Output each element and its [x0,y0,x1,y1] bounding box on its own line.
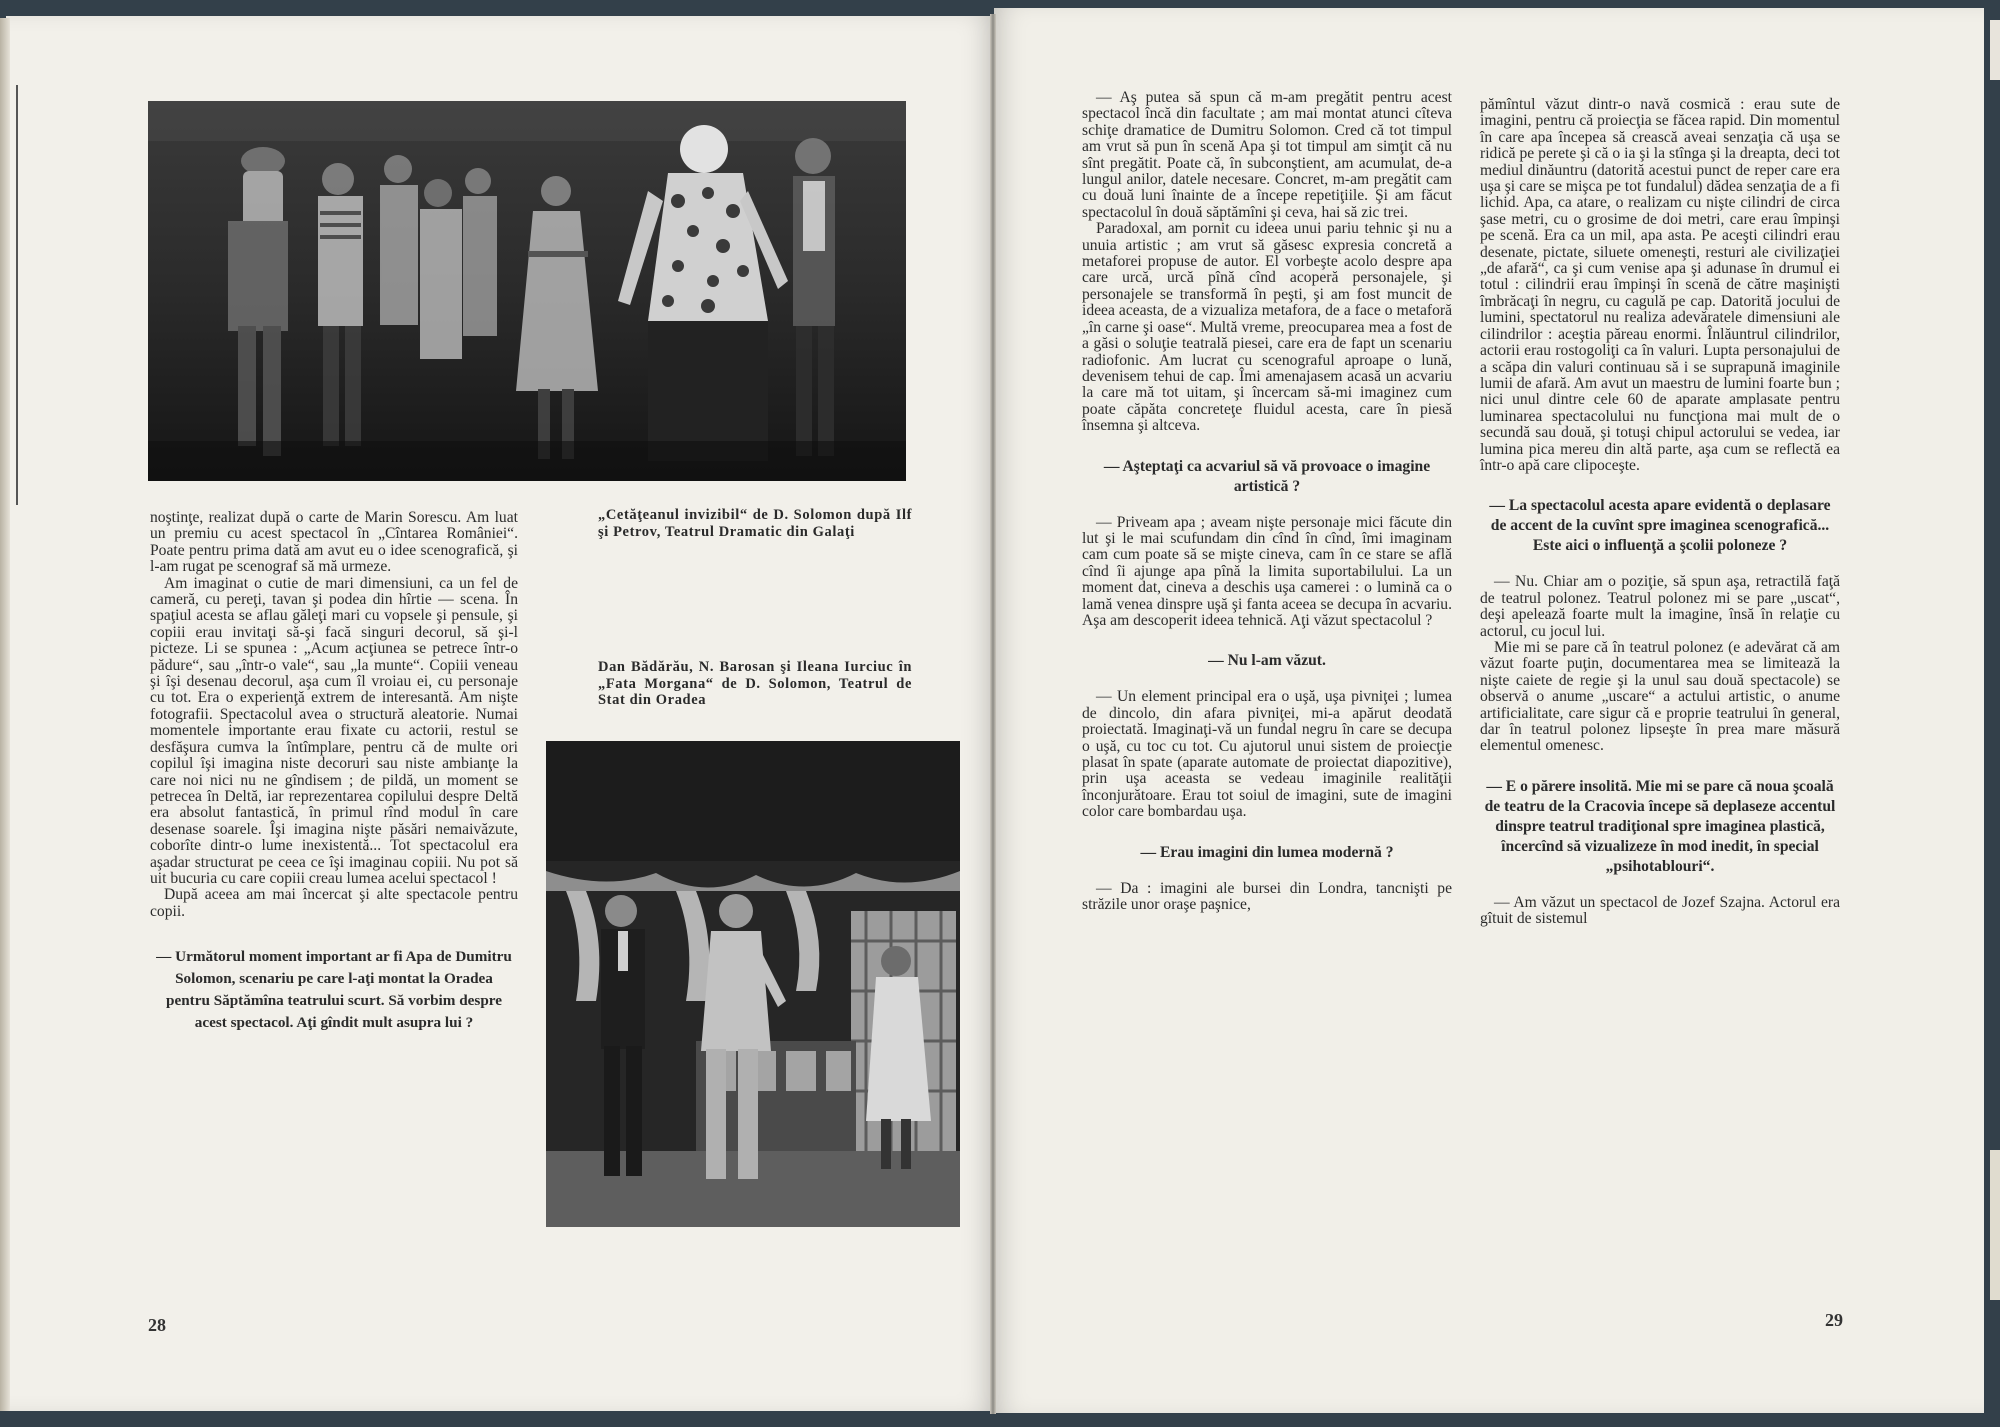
body-paragraph: Paradoxal, am pornit cu ideea unui pariu tehnic şi nu a unuia artistic ; am vrut să găsesc expresia concretă a metaforei propuse de autor. El vorbeşte acolo despre apa care urcă, urcă pînă cînd acoperă personajele, şi personajele se transformă în peşti, şi am fost muncit de ideea aceasta, de a vizualiza metafora, de a face o metaforă „în carne şi oase“. Multă vreme, preocuparea mea a fost de a găsi o soluţie teatrală piesei, care era de fapt un scenariu radiofonic. Am lucrat cu scenograful aproape o lună, devenisem tehui de cap. Îmi amenajasem acasă un acvariu la care mă tot uitam, şi încercam să-mi imaginez cum poate căpăta concreteţe fluidul acesta, care în piesă însemna şi altceva. [1082,220,1452,435]
body-paragraph: — Am văzut un spectacol de Jozef Szajna. Actorul era gîtuit de sistemul [1480,893,1840,928]
left-body-column [150,510,518,1052]
interview-question: — Aşteptaţi ca acvariul să vă provoace o imagine artistică ? [1103,457,1431,495]
page-edge [0,18,10,1411]
body-paragraph: Am imaginat o cutie de mari dimensiuni, ca un fel de cameră, cu pereţi, tavan şi podea din hîrtie — scena. În spaţiul acesta se aflau găleţi mari cu vopsele şi pensule, şi copiii erau invitaţi să-şi facă singuri decorul, să şi-l picteze. Li se spunea : „Acum acţiunea se petrece într-o pădure“, sau „într-o vale“, sau „la munte“. Copiii veneau şi îşi desenau decorul, aşa cum îl vroiau ei, cu personaje cu tot. Era o experienţă extrem de interesantă. Am nişte fotografii. Spectacolul avea o structură aleatorie. Numai momentele importante erau fixate cu actorii, restul se desfăşura cumva la întîmplare, pentru că de multe ori copilul îşi imagina niste decoruri sau niste ambianţe la care noi nici nu ne gîndisem ; de pildă, un moment se petrecea în Deltă, iar reprezentarea copilului despre Deltă era absolut fantastică, în primul rînd modul în care desenase soarele. Îşi imagina nişte păsări nemaivăzute, coborîte dintr-o lume inexistentă... Tot spectacolul era aşadar structurat pe ceea ce îşi imaginau copiii. Nu pot să uit bucuria cu care copiii creau lumea acelui spectacol ! [150,574,518,887]
photo-caption-bottom: Dan Bădărău, N. Barosan şi Ileana Iurciuc în „Fata Morgana“ de D. Solomon, Teatrul de Stat din Oradea [598,659,912,708]
body-paragraph: Mie mi se pare că în teatrul polonez (e adevărat că am văzut foarte puţin, documentarea mea se limitează la nişte caiete de regie şi la unul sau două spectacole) se observă o anume „uscare“ a actului artistic, o anume artificialitate, care sigur că e proprie teatrului în general, dar în teatrul polonez lipseşte în prea mare măsură elementul omenesc. [1480,638,1840,755]
body-paragraph: — Da : imagini ale bursei din Londra, tancnişti pe străzile unor oraşe paşnice, [1082,879,1452,914]
body-paragraph: pămîntul văzut dintr-o navă cosmică : erau sute de imagini, pentru că proiecţia se făcea rapid. Din momentul în care apa începea să crească aveai senzaţia că uşa se ridică pe perete şi că o ia şi la stînga şi la dreapta, deci tot mediul dinăuntru (datorită acestui punct de reper care era uşa şi care se mişca pe tot fundalul) dădea senzaţia de a fi lichid. Apa, ca atare, o realizam cu nişte cilindri de circa şase metri, cu o grosime de doi metri, care erau împinşi pe scenă. Era ca un mil, apa asta. Pe aceşti cilindri erau desenate, pictate, siluete omeneşti, resturi ale civilizaţiei „de afară“, ca şi cum venise apa şi adunase în drumul ei totul : cilindrii erau împinşi în scenă de către maşinişti îmbrăcaţi în negru, cu cagulă pe cap. Datorită jocului de lumini, spectatorul nu realiza adevăratele dimensiuni ale cilindrilor : aceştia păreau enormi. Înlăuntrul cilindrilor, actorii erau rostogoliţi ca în valuri. Lupta personajului de a scăpa din valuri continuau să i se suprapună imaginile lumii de afară. Am avut un maestru de lumini foarte bun ; nici unul dintre cele 60 de aparate amplasate pentru luminarea spectacolului nu funcţiona mai mult de o secundă sau două, şi totuşi chipul actorului se vedea, iar lumina pica mereu din altă parte, aşa cum se reflectă ea într-o apă care clipoceşte. [1480,96,1840,474]
margin-rule [16,85,18,505]
body-paragraph: — Priveam apa ; aveam nişte personaje mici făcute din lut şi le mai scufundam din cînd în cînd, îmi imaginam cam cum poate să se mişte cineva, cam în ce stare se află cînd îi ajunge apa pînă la limita suportabilului. La un moment dat, cineva a deschis uşa camerei : o lumină ca o lamă venea dinspre uşă şi fanta aceea se decupa în acvariu. Aşa am descoperit ideea tehnică. Aţi văzut spectacolul ? [1082,513,1452,629]
page-edge-tab [1990,1150,2000,1300]
body-paragraph: noştinţe, realizat după o carte de Marin Sorescu. Am luat un premiu cu acest spectacol în „Cîntarea României“. Poate pentru prima dată am avut eu o idee scenografică, şi l-am rugat pe scenograf să mă urmeze. [150,509,518,576]
interview-question: — Nu l-am văzut. [1208,652,1326,670]
body-paragraph: — Un element principal era o uşă, uşa pivniţei ; lumea de dincolo, din afara pivniţei, mi-a apărut deodată proiectată. Imaginaţi-vă un fundal negru în care se decupa o uşă, cu toc cu tot. Cu ajutorul unui sistem de proiecţie plasat în spate (aparate automate de proiectat diapozitive), prin uşa aceasta se vedeau imaginile realităţii înconjurătoare. Erau tot soiul de imagini, sute de imagini color care bombardau uşa. [1082,688,1452,821]
interview-question: — La spectacolul acesta apare evidentă o deplasare de accent de la cuvînt spre imaginea scenografică... Este aici o influenţă a şcolii poloneze ? [1489,497,1831,555]
body-paragraph: — Aş putea să spun că m-am pregătit pentru acest spectacol încă din facultate ; am mai montat atunci cîteva schiţe dramatice de Dumitru Solomon. Cred că tot timpul am vrut să pun în scenă Apa şi tot timpul am simţit că nu sînt pregătit. Poate că, în subconştient, am acumulat, de-a lungul anilor, datele necesare. Concret, m-am pregătit cam cu două luni înainte de a începe repetiţiile. Şi am făcut spectacolul în două săptămîni şi ceva, hai să zic trei. [1082,89,1452,221]
interview-question: — Următorul moment important ar fi Apa de Dumitru Solomon, scenariu pe care l-aţi montat la Oradea pentru Săptămîna teatrului scurt. Să vorbim despre acest spectacol. Aţi gîndit mult asupra lui ? [156,948,512,1032]
binding-gutter [990,14,996,1414]
page-number-left: 28 [148,1315,166,1335]
page-number-right: 29 [1825,1310,1843,1330]
stage-photo-top [148,101,906,481]
body-paragraph: — Nu. Chiar am o poziţie, să spun aşa, retractilă faţă de teatrul polonez. Teatrul polonez mi se pare „uscat“, deşi apelează foarte mult la imagine, însă în relaţie cu actorul, cu jocul lui. [1480,573,1840,640]
body-paragraph: După aceea am mai încercat şi alte spectacole pentru copii. [150,886,518,920]
photo-caption-top: „Cetăţeanul invizibil“ de D. Solomon după Ilf şi Petrov, Teatrul Dramatic din Galaţi [598,507,912,540]
interview-question: — Erau imagini din lumea modernă ? [1140,843,1394,861]
stage-photo-bottom [546,741,960,1227]
right-column-2 [1480,97,1840,928]
right-column-1 [1082,90,1452,913]
page-edge-tab [1990,20,2000,80]
interview-question: — E o părere insolită. Mie mi se pare că noua şcoală de teatru de la Cracovia începe să deplaseze accentul dinspre teatrul tradiţional spre imaginea plastică, încercînd să vizualizeze în mod inedit, în special „psihotablouri“. [1484,777,1836,875]
